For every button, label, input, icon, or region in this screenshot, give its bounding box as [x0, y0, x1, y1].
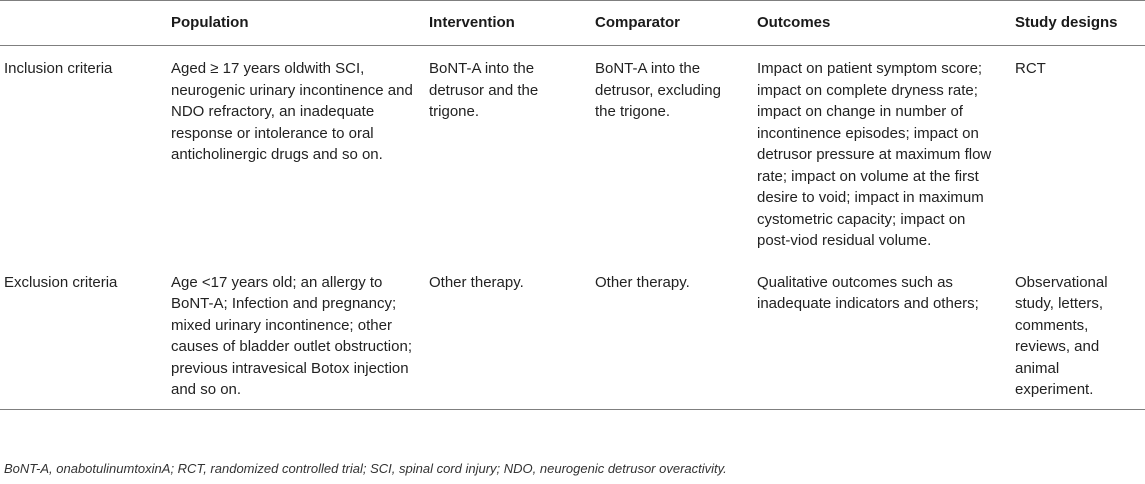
cell-outcomes: [757, 46, 1015, 260]
cell-study-designs: [1015, 46, 1145, 260]
cell-intervention-text: BoNT-A into the detrusor and the trigone.: [429, 60, 539, 120]
header-cell-empty: [0, 1, 171, 46]
row-label: [0, 260, 171, 410]
table-header-row: [0, 1, 1145, 46]
table-row-exclusion: [0, 260, 1145, 410]
cell-comparator: [595, 46, 757, 260]
cell-population-text: Aged ≥ 17 years oldwith SCI, neurogenic urinary incontinence and NDO refractory, an inadequate response or intolerance to oral anticholinergic drugs and so on.: [171, 60, 413, 163]
header-cell-comparator: Comparator: [595, 14, 681, 32]
cell-outcomes: [757, 260, 1015, 410]
header-cell-intervention: Intervention: [429, 14, 515, 32]
cell-population: [171, 260, 429, 410]
cell-population: [171, 46, 429, 260]
cell-study-designs-text: Observational study, letters, comments, reviews, and animal experiment.: [1015, 273, 1108, 398]
row-label-text: Inclusion criteria: [4, 60, 113, 77]
header-cell-study-designs: Study designs: [1015, 14, 1118, 32]
cell-outcomes-text: Impact on patient symptom score; impact on complete dryness rate; impact on change in number of incontinence episodes; impact on detrusor pressure at maximum flow rate; impact on volume at the first desire to void; impact in maximum cystometric capacity; impact on post-viod residual volume.: [757, 60, 992, 249]
cell-intervention: [429, 260, 595, 410]
header-cell-outcomes: Outcomes: [757, 14, 831, 32]
cell-study-designs-text: RCT: [1015, 60, 1046, 77]
cell-comparator-text: BoNT-A into the detrusor, excluding the trigone.: [595, 60, 721, 120]
row-label: [0, 46, 171, 260]
cell-comparator-text: Other therapy.: [595, 273, 690, 291]
cell-intervention: [429, 46, 595, 260]
cell-study-designs: [1015, 260, 1145, 410]
table-footnote: BoNT-A, onabotulinumtoxinA; RCT, randomized controlled trial; SCI, spinal cord injury; NDO, neurogenic detrusor overactivity.: [4, 461, 727, 476]
cell-outcomes-text: Qualitative outcomes such as inadequate indicators and others;: [757, 273, 979, 312]
row-label-text: Exclusion criteria: [4, 273, 118, 291]
cell-population-text: Age <17 years old; an allergy to BoNT-A; Infection and pregnancy; mixed urinary incontinence; other causes of bladder outlet obstruction; previous intravesical Botox injection and so on.: [171, 273, 412, 398]
header-cell-population: Population: [171, 14, 249, 32]
table-row-inclusion: [0, 46, 1145, 260]
cell-comparator: [595, 260, 757, 410]
cell-intervention-text: Other therapy.: [429, 273, 524, 291]
